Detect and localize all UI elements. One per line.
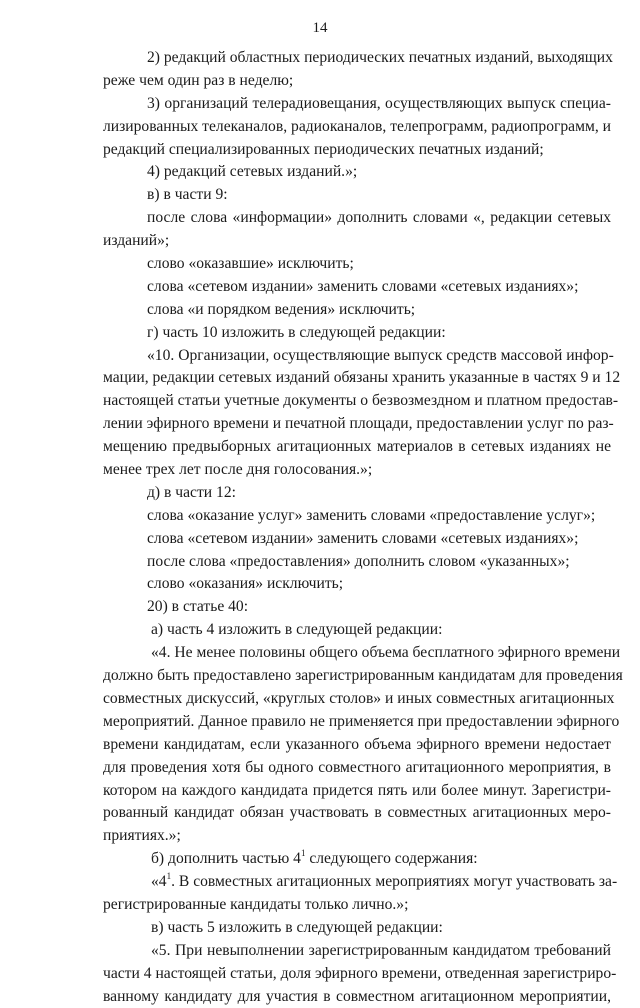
text-line: изданий»; bbox=[103, 232, 170, 250]
text-line: «$4^1$. В совместных агитационных мероприятиях могут участвовать за- bbox=[151, 871, 618, 891]
text-line: в) часть 5 изложить в следующей редакции: bbox=[151, 918, 443, 936]
text-line: времени кандидатам, если указанного объема эфирного времени недостает bbox=[103, 735, 611, 753]
text-line: мации, редакции сетевых изданий обязаны хранить указанные в частях 9 и 12 bbox=[103, 369, 621, 387]
text-line: 3) организаций телерадиовещания, осуществляющих выпуск специа- bbox=[147, 94, 611, 112]
text-line: мероприятий. Данное правило не применяется при предоставлении эфирного bbox=[103, 712, 620, 730]
text-line: реже чем один раз в неделю; bbox=[103, 71, 294, 89]
text-line: котором на каждого кандидата придется пять или более минут. Зарегистри- bbox=[103, 781, 611, 799]
text-line: приятиях.»; bbox=[103, 827, 181, 845]
document-body bbox=[103, 47, 623, 1008]
text-line: «10. Организации, осуществляющие выпуск средств массовой инфор- bbox=[147, 346, 614, 364]
page-number: 14 bbox=[312, 20, 328, 36]
text-line: в) в части 9: bbox=[147, 186, 228, 204]
text-line: ванному кандидату для участия в совместном агитационном мероприятии, bbox=[103, 987, 611, 1005]
text-line: 4) редакций сетевых изданий.»; bbox=[147, 163, 358, 181]
text-line: а) часть 4 изложить в следующей редакции: bbox=[151, 621, 443, 639]
text-line: слово «оказавшие» исключить; bbox=[147, 255, 354, 273]
text-line: для проведения хотя бы одного совместного агитационного мероприятия, в bbox=[103, 758, 611, 776]
superscript: 1 bbox=[166, 871, 172, 882]
text-line: рованный кандидат обязан участвовать в совместных агитационных меро- bbox=[103, 804, 611, 822]
text-line: б) дополнить частью $4^1$ следующего содержания: bbox=[151, 848, 478, 868]
text-line: «4. Не менее половины общего объема бесплатного эфирного времени bbox=[151, 644, 621, 662]
text-line: 2) редакций областных периодических печатных изданий, выходящих bbox=[147, 49, 613, 66]
text-line: 20) в статье 40: bbox=[147, 598, 249, 616]
text-line: после слова «предоставления» дополнить словом «указанных»; bbox=[147, 552, 570, 570]
text-line: менее трех лет после дня голосования.»; bbox=[103, 461, 373, 479]
text-line: слова «сетевом издании» заменить словами «сетевых изданиях»; bbox=[147, 529, 579, 547]
text-line: мещению предвыборных агитационных материалов в сетевых изданиях не bbox=[103, 438, 611, 456]
text-line: должно быть предоставлено зарегистрированным кандидатам для проведения bbox=[103, 667, 623, 685]
text-line: лении эфирного времени и печатной площади, предоставлении услуг по раз- bbox=[103, 415, 614, 433]
text-line: регистрированные кандидаты только лично.»; bbox=[103, 895, 409, 913]
text-line: слова «сетевом издании» заменить словами «сетевых изданиях»; bbox=[147, 277, 579, 295]
text-line: лизированных телеканалов, радиоканалов, телепрограмм, радиопрограмм, и bbox=[103, 117, 611, 135]
text-line: совместных дискуссий, «круглых столов» и иных совместных агитационных bbox=[103, 689, 615, 707]
text-line: редакций специализированных периодических печатных изданий; bbox=[103, 140, 544, 158]
text-line: части 4 настоящей статьи, доля эфирного времени, отведенная зарегистриро- bbox=[103, 964, 617, 982]
text-line: настоящей статьи учетные документы о безвозмездном и платном предостав- bbox=[103, 392, 619, 410]
text-line: г) часть 10 изложить в следующей редакции: bbox=[147, 323, 446, 341]
text-line: слова «и порядком ведения» исключить; bbox=[147, 300, 416, 318]
text-line: после слова «информации» дополнить словами «, редакции сетевых bbox=[147, 209, 611, 227]
text-line: слова «оказание услуг» заменить словами «предоставление услуг»; bbox=[147, 506, 596, 524]
text-line: слово «оказания» исключить; bbox=[147, 575, 344, 593]
text-line: «5. При невыполнении зарегистрированным кандидатом требований bbox=[151, 941, 611, 959]
superscript: 1 bbox=[300, 848, 306, 859]
text-line: д) в части 12: bbox=[147, 483, 236, 501]
